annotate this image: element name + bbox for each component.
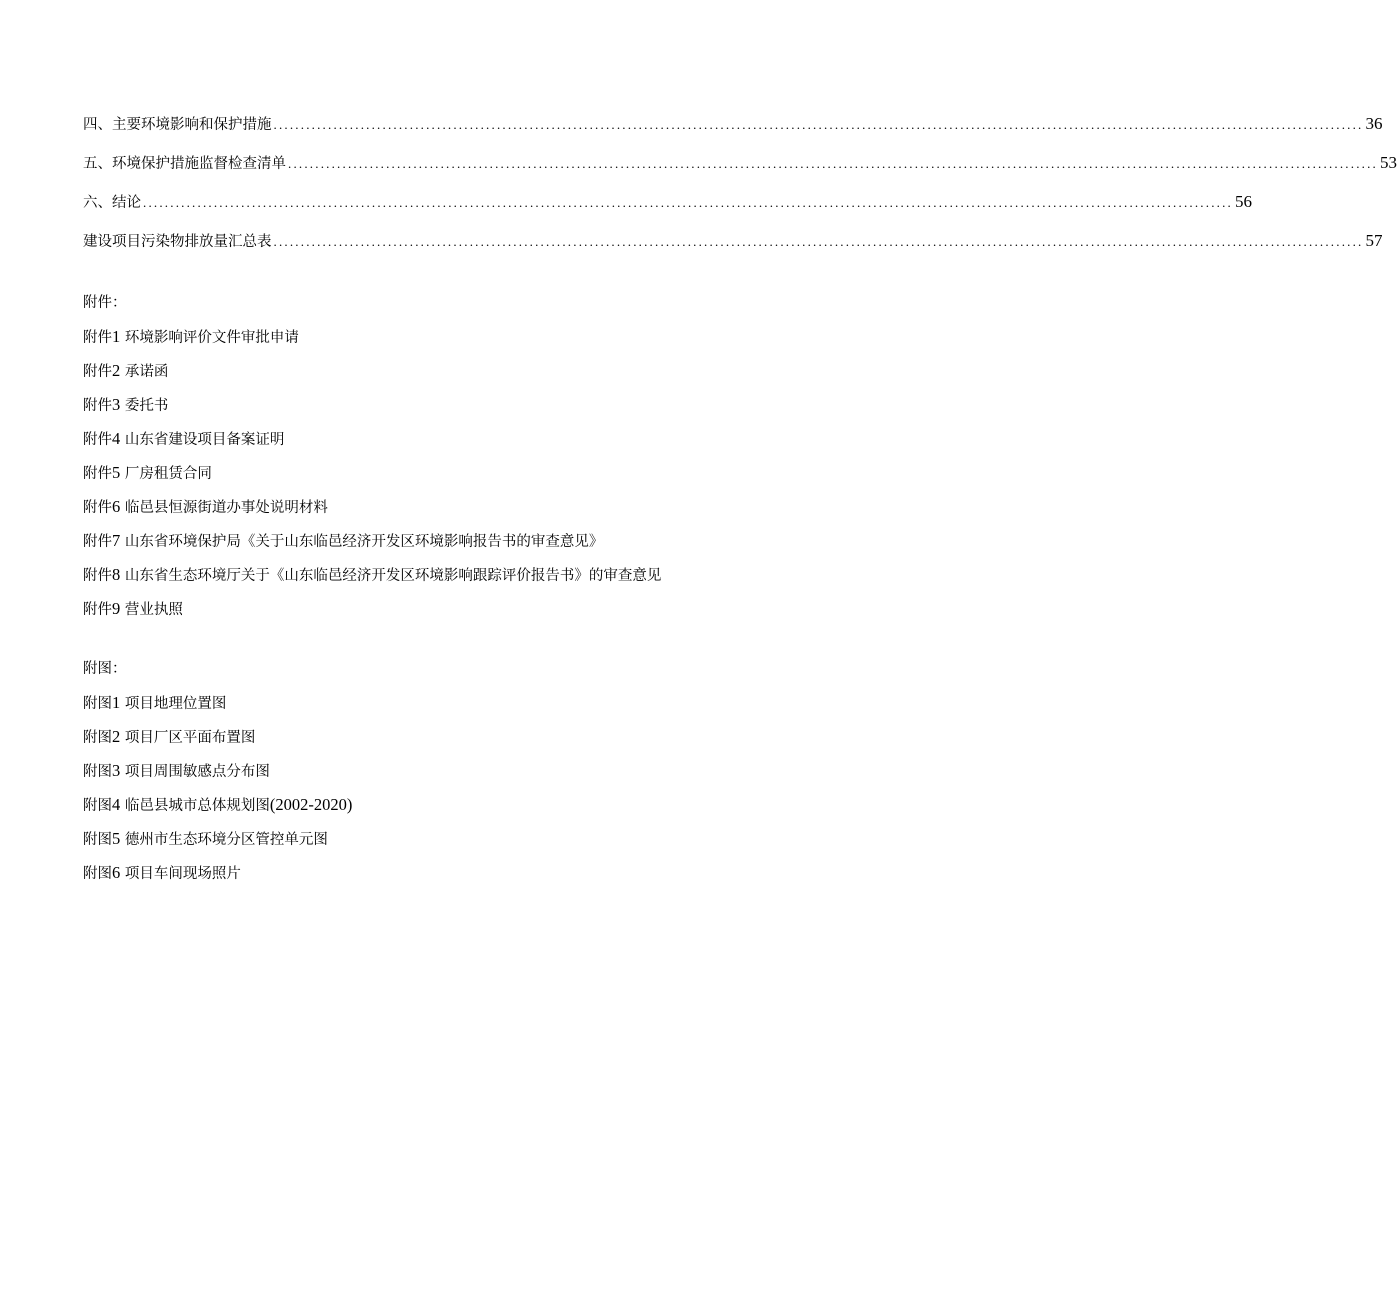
attachment-prefix: 附件 bbox=[83, 398, 112, 414]
attachment-prefix: 附件 bbox=[83, 466, 112, 482]
attachment-item bbox=[83, 563, 783, 597]
figure-number: 6 bbox=[112, 863, 121, 882]
figure-number: 3 bbox=[112, 761, 121, 780]
attachment-number: 3 bbox=[112, 395, 121, 414]
attachment-title: 承诺函 bbox=[124, 364, 169, 380]
toc-leader-dots: ........................................................................................................................................................................................................ bbox=[143, 195, 1233, 210]
toc-leader-dots: ........................................................................................................................................................................................................ bbox=[273, 117, 1364, 132]
attachment-prefix: 附件 bbox=[83, 432, 112, 448]
attachment-item bbox=[83, 597, 783, 631]
attachment-number: 9 bbox=[112, 599, 121, 618]
attachments-heading: 附件： bbox=[83, 295, 127, 311]
attachment-number: 1 bbox=[112, 327, 121, 346]
attachment-title: 营业执照 bbox=[124, 602, 183, 618]
figures-list bbox=[83, 657, 783, 895]
figure-prefix: 附图 bbox=[83, 764, 112, 780]
figure-item bbox=[83, 827, 783, 861]
attachments-list bbox=[83, 291, 783, 631]
attachment-title: 委托书 bbox=[124, 398, 169, 414]
attachment-number: 8 bbox=[112, 565, 121, 584]
attachment-prefix: 附件 bbox=[83, 330, 112, 346]
toc-leader-dots: ........................................................................................................................................................................................................ bbox=[273, 234, 1364, 249]
toc-entry-title: 四、主要环境影响和保护措施 bbox=[83, 117, 272, 133]
figure-item bbox=[83, 725, 783, 759]
attachment-title: 临邑县恒源街道办事处说明材料 bbox=[124, 500, 328, 516]
figure-title: 临邑县城市总体规划图 bbox=[124, 798, 270, 814]
attachment-number: 6 bbox=[112, 497, 121, 516]
toc-entry-title: 五、环境保护措施监督检查清单 bbox=[83, 156, 286, 172]
attachment-item bbox=[83, 393, 783, 427]
attachment-title: 山东省建设项目备案证明 bbox=[124, 432, 285, 448]
figure-title: 项目车间现场照片 bbox=[124, 866, 241, 882]
figure-item bbox=[83, 861, 783, 895]
attachment-title: 厂房租赁合同 bbox=[124, 466, 212, 482]
attachment-number: 7 bbox=[112, 531, 121, 550]
toc-entry[interactable] bbox=[83, 151, 1397, 190]
figures-heading: 附图： bbox=[83, 661, 127, 677]
attachment-prefix: 附件 bbox=[83, 364, 112, 380]
attachment-number: 2 bbox=[112, 361, 121, 380]
attachment-item bbox=[83, 427, 783, 461]
toc-entry-title: 建设项目污染物排放量汇总表 bbox=[83, 234, 272, 250]
figure-item bbox=[83, 759, 783, 793]
toc-entry-page: 57 bbox=[1365, 231, 1383, 250]
attachment-title: 山东省生态环境厅关于《山东临邑经济开发区环境影响跟踪评价报告书》的审查意见 bbox=[124, 568, 662, 584]
table-of-contents bbox=[83, 112, 1397, 268]
figure-title: 项目厂区平面布置图 bbox=[124, 730, 256, 746]
attachment-title: 山东省环境保护局《关于山东临邑经济开发区环境影响报告书的审查意见》 bbox=[124, 534, 604, 550]
toc-entry[interactable] bbox=[83, 190, 1252, 229]
figure-prefix: 附图 bbox=[83, 866, 112, 882]
figure-number: 4 bbox=[112, 795, 121, 814]
figure-prefix: 附图 bbox=[83, 696, 112, 712]
attachment-prefix: 附件 bbox=[83, 568, 112, 584]
figure-title: 德州市生态环境分区管控单元图 bbox=[124, 832, 328, 848]
attachment-item bbox=[83, 359, 783, 393]
figure-number: 5 bbox=[112, 829, 121, 848]
toc-entry-title: 六、结论 bbox=[83, 195, 141, 211]
attachment-item bbox=[83, 495, 783, 529]
attachment-number: 5 bbox=[112, 463, 121, 482]
toc-entry-page: 56 bbox=[1235, 192, 1252, 211]
figure-title: 项目地理位置图 bbox=[124, 696, 227, 712]
attachment-item bbox=[83, 325, 783, 359]
figure-title: 项目周围敏感点分布图 bbox=[124, 764, 270, 780]
toc-entry[interactable] bbox=[83, 112, 1383, 151]
toc-entry-page: 53 bbox=[1380, 153, 1397, 172]
figure-item bbox=[83, 691, 783, 725]
figure-prefix: 附图 bbox=[83, 730, 112, 746]
attachment-prefix: 附件 bbox=[83, 534, 112, 550]
attachment-title: 环境影响评价文件审批申请 bbox=[124, 330, 299, 346]
figure-item bbox=[83, 793, 783, 827]
attachment-prefix: 附件 bbox=[83, 602, 112, 618]
toc-entry[interactable] bbox=[83, 229, 1383, 268]
attachment-number: 4 bbox=[112, 429, 121, 448]
toc-entry-page: 36 bbox=[1365, 114, 1383, 133]
attachment-prefix: 附件 bbox=[83, 500, 112, 516]
figure-prefix: 附图 bbox=[83, 798, 112, 814]
figure-suffix: (2002-2020) bbox=[269, 795, 353, 814]
figure-prefix: 附图 bbox=[83, 832, 112, 848]
figure-number: 2 bbox=[112, 727, 121, 746]
attachment-item bbox=[83, 461, 783, 495]
attachment-item bbox=[83, 529, 783, 563]
figure-number: 1 bbox=[112, 693, 121, 712]
toc-leader-dots: ........................................................................................................................................................................................................ bbox=[288, 156, 1378, 171]
